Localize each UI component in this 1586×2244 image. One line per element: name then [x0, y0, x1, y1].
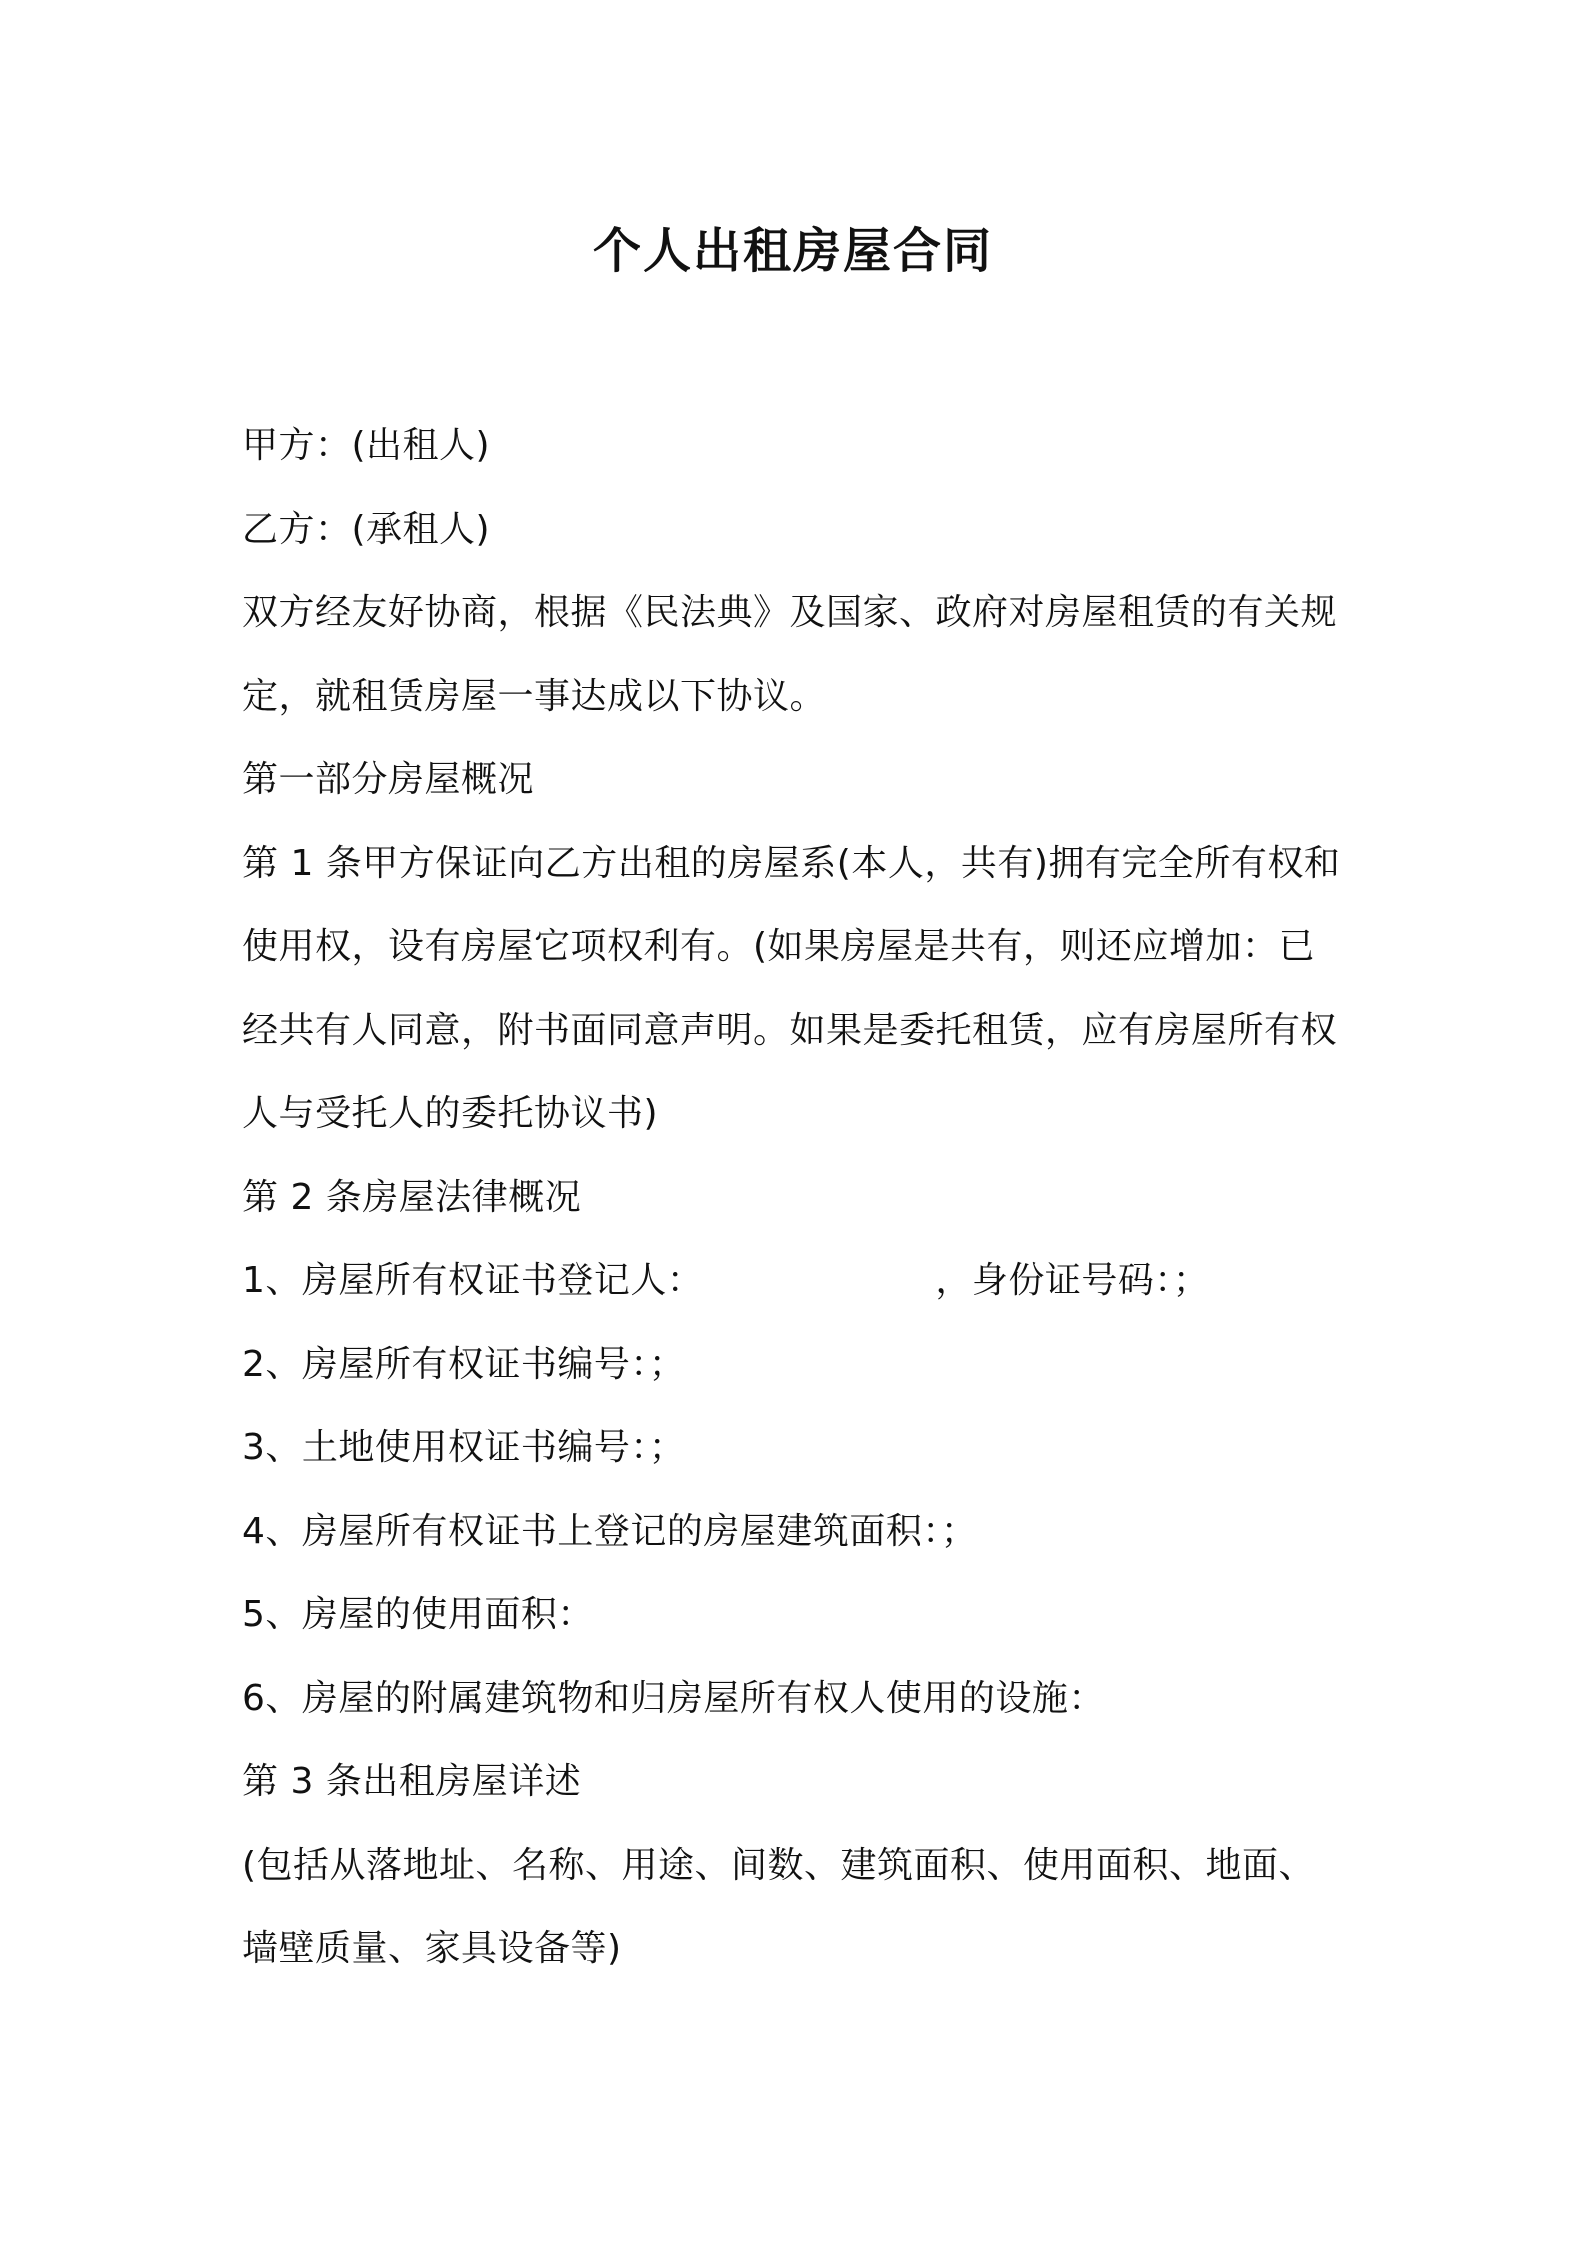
party-b-line: 乙方：(承租人) [242, 508, 491, 550]
article-1-line-4: 人与受托人的委托协议书) [242, 1093, 659, 1134]
article-1-line-3: 经共有人同意，附书面同意声明。如果是委托租赁，应有房屋所有权 [242, 1009, 1338, 1051]
land-certificate-line: 3、土地使用权证书编号：； [242, 1427, 686, 1468]
document-body [242, 404, 1362, 1991]
owner-line [242, 1239, 1362, 1323]
article-1-line-1: 第 1 条甲方保证向乙方出租的房屋系(本人，共有)拥有完全所有权和 [242, 842, 1341, 884]
preamble-line-1: 双方经友好协商，根据《民法典》及国家、政府对房屋租赁的有关规 [242, 592, 1338, 633]
part-one-heading: 第一部分房屋概况 [242, 759, 535, 800]
article-1-line-2: 使用权，设有房屋它项权利有。(如果房屋是共有，则还应增加：已 [242, 926, 1316, 967]
article-3-line-2: 墙壁质量、家具设备等) [242, 1928, 622, 1969]
document-title: 个人出租房屋合同 [592, 223, 993, 279]
article-3-heading: 第 3 条出租房屋详述 [242, 1761, 582, 1802]
usable-area-line: 5、房屋的使用面积： [242, 1594, 594, 1635]
building-area-line: 4、房屋所有权证书上登记的房屋建筑面积：； [242, 1510, 978, 1552]
facilities-line: 6、房屋的附属建筑物和归房屋所有权人使用的设施： [242, 1677, 1105, 1719]
article-3-line-1: (包括从落地址、名称、用途、间数、建筑面积、使用面积、地面、 [242, 1844, 1316, 1886]
certificate-number-line: 2、房屋所有权证书编号：； [242, 1343, 686, 1385]
preamble-line-2: 定，就租赁房屋一事达成以下协议。 [242, 675, 827, 717]
party-a-line: 甲方：(出租人) [242, 425, 491, 466]
owner-label: 1、房屋所有权证书登记人： [242, 1260, 704, 1301]
article-2-heading: 第 2 条房屋法律概况 [242, 1176, 582, 1218]
id-number-label: ，身份证号码：； [935, 1260, 1210, 1301]
